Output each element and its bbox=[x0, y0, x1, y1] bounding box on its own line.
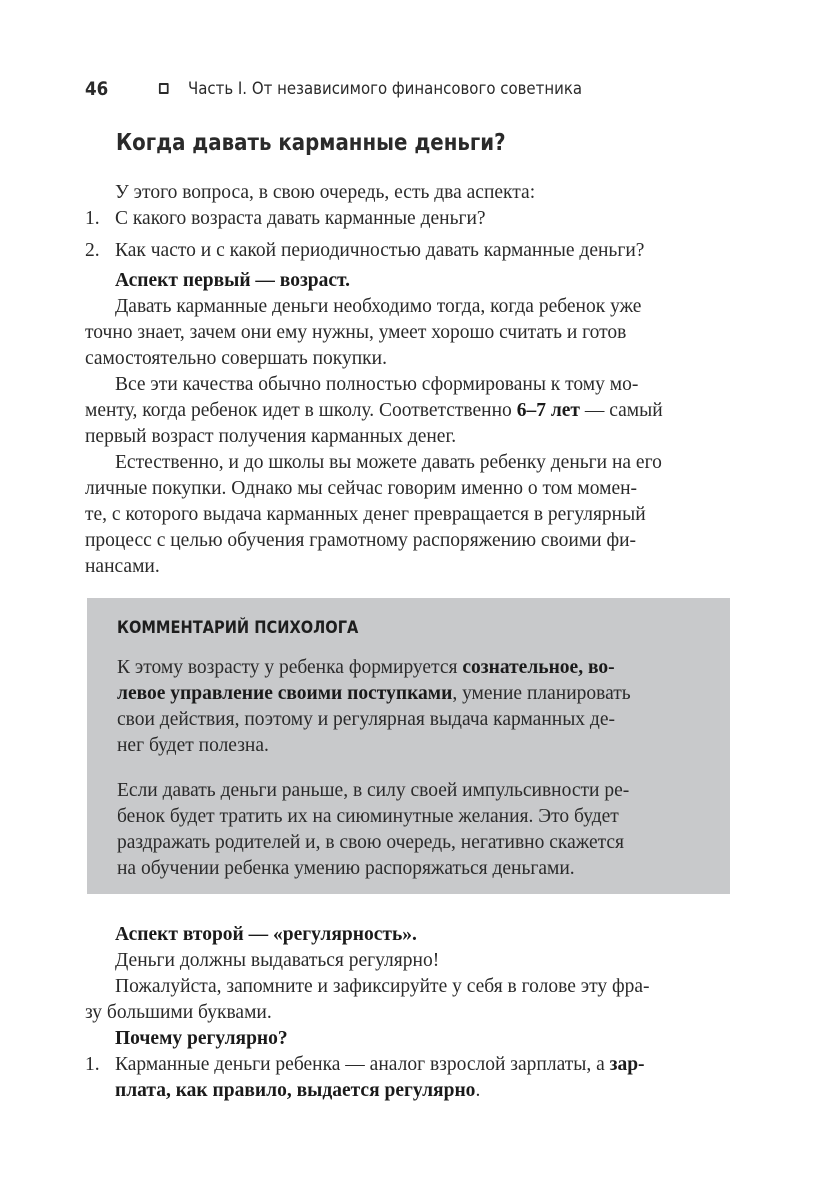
bold-run: левое управление своими поступками bbox=[117, 683, 453, 704]
aspect1-p1-line: Давать карманные деньги необходимо тогда, когда ребенок уже bbox=[115, 296, 642, 317]
running-title: Часть I. От независимого финансового советника bbox=[187, 79, 583, 99]
section-title: Когда давать карманные деньги? bbox=[116, 130, 506, 156]
aspect1-p3-line: те, с которого выдача карманных денег превращается в регулярный bbox=[85, 504, 646, 525]
aspect1-p2-line: первый возраст получения карманных денег. bbox=[85, 426, 457, 447]
aspect1-p3-line: нансами. bbox=[85, 556, 160, 577]
reason-number: 1. bbox=[85, 1054, 100, 1075]
page-header bbox=[85, 78, 666, 104]
psychologist-comment-box bbox=[87, 598, 730, 894]
aspect2-line: зу большими буквами. bbox=[85, 1002, 272, 1023]
aspect1-p1-line: самостоятельно совершать покупки. bbox=[85, 348, 387, 369]
bold-run: зар- bbox=[609, 1054, 645, 1075]
reason-item bbox=[85, 1052, 735, 1078]
checkbox-square-icon bbox=[159, 83, 169, 94]
question-text: С какого возраста давать карманные деньги? bbox=[115, 208, 486, 229]
bold-run: сознательное, во- bbox=[462, 657, 615, 678]
question-item bbox=[85, 238, 735, 264]
callout-line bbox=[117, 655, 707, 681]
aspect2-block bbox=[85, 922, 735, 1104]
intro-text: У этого вопроса, в свою очередь, есть два аспекта: bbox=[115, 182, 536, 203]
callout-line: на обучении ребенка умению распоряжаться деньгами. bbox=[117, 858, 575, 879]
aspect1-heading-text: Аспект первый — возраст. bbox=[115, 270, 351, 291]
callout-line: раздражать родителей и, в свою очередь, негативно скажется bbox=[117, 832, 624, 853]
text-run: . bbox=[475, 1080, 481, 1101]
bold-run: плата, как правило, выдается регулярно bbox=[115, 1080, 476, 1101]
intro-block bbox=[85, 180, 735, 580]
callout-title: КОММЕНТАРИЙ ПСИХОЛОГА bbox=[117, 618, 359, 638]
callout-paragraph-1 bbox=[117, 655, 707, 759]
question-number: 2. bbox=[85, 240, 100, 261]
callout-line: бенок будет тратить их на сиюминутные желания. Это будет bbox=[117, 806, 619, 827]
aspect1-p2-line: Все эти качества обычно полностью сформированы к тому мо- bbox=[115, 374, 639, 395]
reason-item-cont bbox=[85, 1078, 735, 1104]
aspect2-heading-text: Аспект второй — «регулярность». bbox=[115, 924, 417, 945]
aspect1-p3-line: личные покупки. Однако мы сейчас говорим именно о том момен- bbox=[85, 478, 638, 499]
aspect1-p1-line: точно знает, зачем они ему нужны, умеет хорошо считать и готов bbox=[85, 322, 627, 343]
aspect1-heading bbox=[85, 268, 735, 294]
why-heading bbox=[85, 1026, 735, 1052]
aspect1-p3-line: Естественно, и до школы вы можете давать ребенку деньги на его bbox=[115, 452, 662, 473]
aspect2-heading bbox=[85, 922, 735, 948]
text-run: Карманные деньги ребенка — аналог взрослой зарплаты, а bbox=[115, 1054, 610, 1075]
callout-line: свои действия, поэтому и регулярная выдача карманных де- bbox=[117, 709, 615, 730]
question-number: 1. bbox=[85, 208, 100, 229]
aspect2-line: Деньги должны выдаваться регулярно! bbox=[115, 950, 440, 971]
callout-line: Если давать деньги раньше, в силу своей импульсивности ре- bbox=[117, 780, 630, 801]
aspect1-p2-line bbox=[85, 398, 735, 424]
text-run: — самый bbox=[580, 400, 663, 421]
callout-line bbox=[117, 681, 707, 707]
aspect2-line: Пожалуйста, запомните и зафиксируйте у себя в голове эту фра- bbox=[115, 976, 650, 997]
text-run: менту, когда ребенок идет в школу. Соответственно bbox=[85, 400, 517, 421]
page-number: 46 bbox=[85, 78, 109, 100]
callout-line: нег будет полезна. bbox=[117, 735, 269, 756]
text-run: К этому возрасту у ребенка формируется bbox=[117, 657, 463, 678]
question-item bbox=[85, 206, 735, 232]
question-text: Как часто и с какой периодичностью давать карманные деньги? bbox=[115, 240, 645, 261]
why-heading-text: Почему регулярно? bbox=[115, 1028, 288, 1049]
aspect1-p3-line: процесс с целью обучения грамотному распоряжению своими фи- bbox=[85, 530, 637, 551]
text-run: , умение планировать bbox=[452, 683, 631, 704]
age-emphasis: 6–7 лет bbox=[516, 400, 580, 421]
callout-paragraph-2 bbox=[117, 778, 707, 882]
